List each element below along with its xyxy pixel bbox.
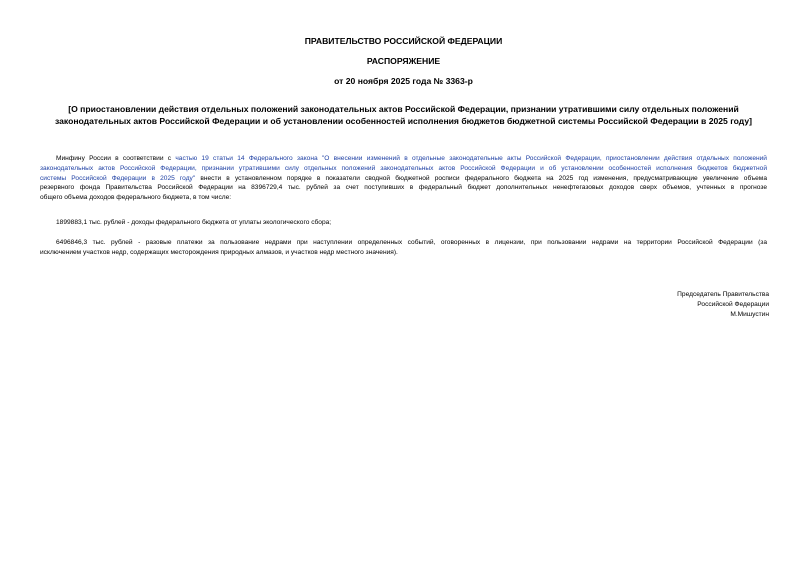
paragraph-subsoil-line-2: исключением участков недр, содержащих месторождения природных алмазов, и участков недр местного значения). [40, 248, 398, 256]
paragraph-subsoil-payments [40, 238, 767, 258]
law-reference-link-continued[interactable]: законодательных актов Российской Федерации, признании утратившими силу отдельных положений законодательных актов Российской Федерации и об установлении особенностей исполнения бюджетов бюджетной [40, 164, 767, 172]
signature-position: Председатель Правительства [677, 291, 769, 298]
paragraph-main [40, 154, 767, 203]
paragraph-main-line-1 [40, 154, 767, 164]
paragraph-subsoil-line-1: 6496846,3 тыс. рублей - разовые платежи за пользование недрами при наступлении определенных событий, оговоренных в лицензии, при пользовании недрами на территории Российской Федерации (за [56, 239, 767, 246]
signature-block [677, 290, 769, 320]
title-line-1: [О приостановлении действия отдельных положений законодательных актов Российской Федерации, признании утратившими силу отдельных положений [68, 104, 739, 114]
signature-organization: Российской Федерации [697, 301, 769, 308]
paragraph-main-line-3 [40, 174, 767, 184]
title-line-2: законодательных актов Российской Федерации и об установлении особенностей исполнения бюджетов бюджетной системы Российской Федерации в 2025 году] [54, 115, 753, 126]
paragraph-main-line-4: резервного фонда Правительства Российской Федерации на 8396729,4 тыс. рублей за счет поступивших в федеральный бюджет дополнительных ненефтегазовых доходов сверх объемов, учтенных в прогнозе [40, 184, 767, 192]
paragraph-main-line-2 [40, 164, 767, 174]
document-date-number: от 20 ноября 2025 года № 3363-р [334, 76, 473, 86]
text-segment: Минфину России в соответствии с [56, 155, 176, 162]
government-heading: ПРАВИТЕЛЬСТВО РОССИЙСКОЙ ФЕДЕРАЦИИ [304, 36, 503, 46]
paragraph-ecology-fee [40, 218, 767, 228]
law-reference-link-end[interactable]: системы Российской Федерации в 2025 году" [40, 174, 196, 182]
signature-name: М.Мишустин [730, 311, 769, 318]
paragraph-ecology-fee-text: 1899883,1 тыс. рублей - доходы федерального бюджета от уплаты экологического сбора; [56, 219, 332, 226]
document-type: РАСПОРЯЖЕНИЕ [366, 56, 441, 66]
law-reference-link[interactable]: частью 19 статьи 14 Федерального закона "О внесении изменений в отдельные законодательные акты Российской Федерации, приостановлении действия отдельных положений [175, 155, 767, 162]
paragraph-main-line-5: общего объема доходов федерального бюджета, в том числе: [40, 194, 232, 202]
document-title [30, 104, 777, 127]
text-segment: внести в установленном порядке в показатели сводной бюджетной росписи федерального бюджета на 2025 год изменения, предусматривающие увеличение объема [195, 174, 767, 182]
